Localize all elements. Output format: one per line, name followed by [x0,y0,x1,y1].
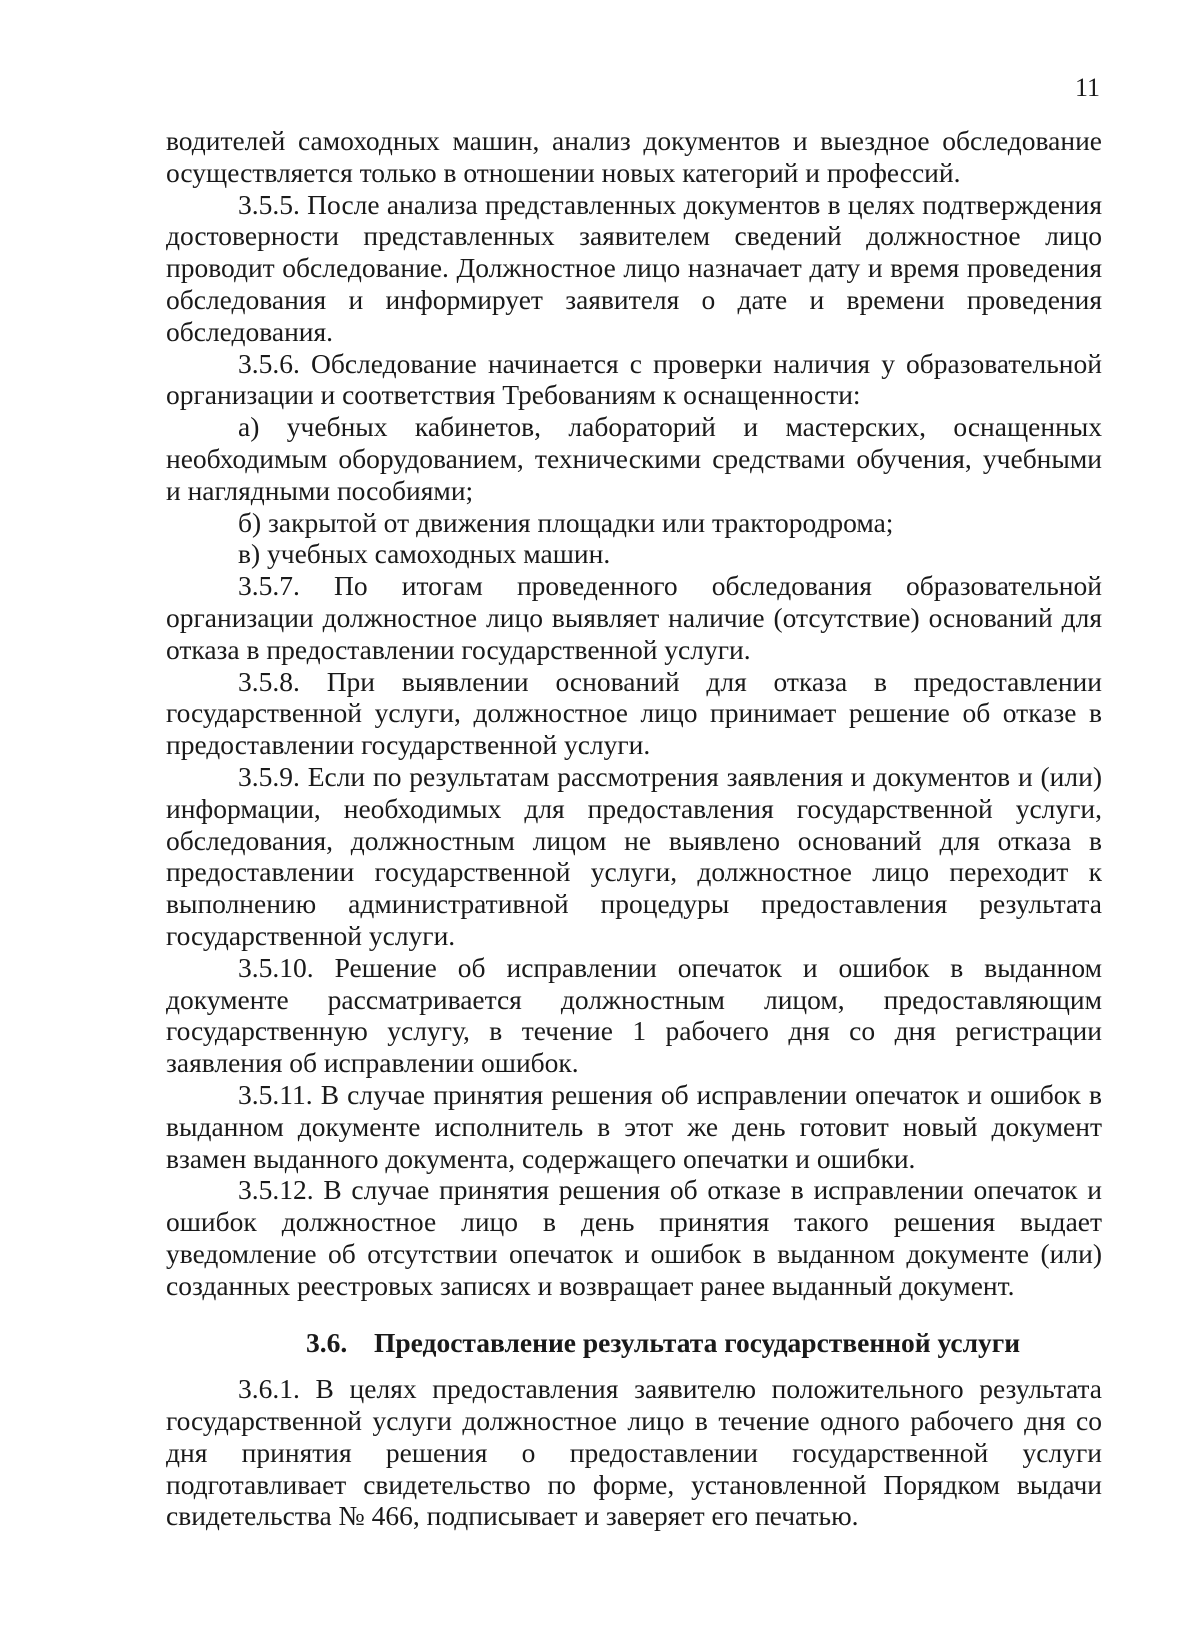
paragraph-continuation: водителей самоходных машин, анализ документов и выездное обследование осуществляется только в отношении новых категорий и профессий. [166,125,1102,188]
section-number: 3.6. [306,1327,348,1359]
list-item-b: б) закрытой от движения площадки или трактородрома; [238,506,894,538]
paragraph-3-5-7: 3.5.7. По итогам проведенного обследования образовательной организации должностное лицо выявляет наличие (отсутствие) оснований для отказа в предоставлении государственной услуги. [166,570,1102,665]
section-heading [166,1327,1102,1359]
paragraph-3-5-9: 3.5.9. Если по результатам рассмотрения заявления и документов и (или) информации, необходимых для предоставления государственной услуги, обследования, должностным лицом не выявлено оснований для отказа в предоставлении государственной услуги, должностное лицо переходит к выполнению административной процедуры предоставления результата государственной услуги. [166,760,1102,951]
list-item-v: в) учебных самоходных машин. [238,538,611,570]
paragraph-3-6-1: 3.6.1. В целях предоставления заявителю положительного результата государственной услуги должностное лицо в течение одного рабочего дня со дня принятия решения о предоставлении государственной услуги подготавливает свидетельство по форме, установленной Порядком выдачи свидетельства № 466, подписывает и заверяет его печатью. [166,1373,1102,1532]
paragraph-3-5-10: 3.5.10. Решение об исправлении опечаток и ошибок в выданном документе рассматривается должностным лицом, предоставляющим государственную услугу, в течение 1 рабочего дня со дня регистрации заявления об исправлении ошибок. [166,951,1102,1079]
paragraph-3-5-12: 3.5.12. В случае принятия решения об отказе в исправлении опечаток и ошибок должностное лицо в день принятия такого решения выдает уведомление об отсутствии опечаток и ошибок в выданном документе (или) созданных реестровых записях и возвращает ранее выданный документ. [166,1174,1102,1301]
paragraph-3-5-11: 3.5.11. В случае принятия решения об исправлении опечаток и ошибок в выданном документе исполнитель в этот же день готовит новый документ взамен выданного документа, содержащего опечатки и ошибки. [166,1078,1102,1174]
list-item-a: а) учебных кабинетов, лабораторий и мастерских, оснащенных необходимым оборудованием, техническими средствами обучения, учебными и наглядными пособиями; [166,411,1102,506]
paragraph-3-5-8: 3.5.8. При выявлении оснований для отказа в предоставлении государственной услуги, должностное лицо принимает решение об отказе в предоставлении государственной услуги. [166,665,1102,761]
page-number: 11 [1074,73,1100,102]
paragraph-3-5-5: 3.5.5. После анализа представленных документов в целях подтверждения достоверности представленных заявителем сведений должностное лицо проводит обследование. Должностное лицо назначает дату и время проведения обследования и информирует заявителя о дате и времени проведения обследования. [166,188,1102,347]
document-body [166,125,1102,1532]
paragraph-3-5-6: 3.5.6. Обследование начинается с проверки наличия у образовательной организации и соответствия Требованиям к оснащенности: [166,347,1102,411]
section-title: Предоставление результата государственной услуги [374,1327,1021,1359]
